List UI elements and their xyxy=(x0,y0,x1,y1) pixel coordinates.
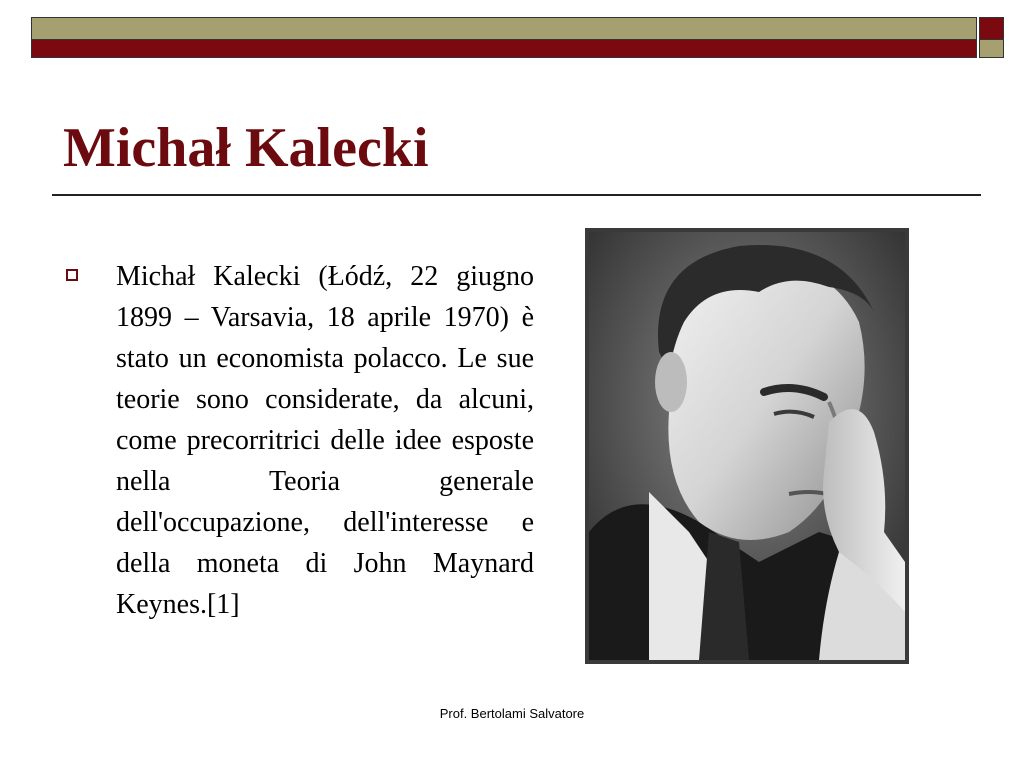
portrait-photo-icon xyxy=(589,232,905,660)
header-square-red xyxy=(979,17,1004,40)
slide-title: Michał Kalecki xyxy=(63,117,429,179)
bullet-text: Michał Kalecki (Łódź, 22 giugno 1899 – Varsavia, 18 aprile 1970) è stato un economista polacco. Le sue teorie sono considerate, da alcuni, come precorritrici delle idee esposte nella Teoria generale dell'occupazione, dell'interesse e della moneta di John Maynard Keynes.[1] xyxy=(116,261,534,620)
header-square-olive xyxy=(979,40,1004,58)
title-divider xyxy=(52,194,981,196)
bullet-square-icon xyxy=(66,269,78,281)
header-bar-olive xyxy=(31,17,977,40)
footer-author: Prof. Bertolami Salvatore xyxy=(439,706,585,721)
portrait-photo xyxy=(585,228,909,664)
header-bar-red xyxy=(31,40,977,58)
